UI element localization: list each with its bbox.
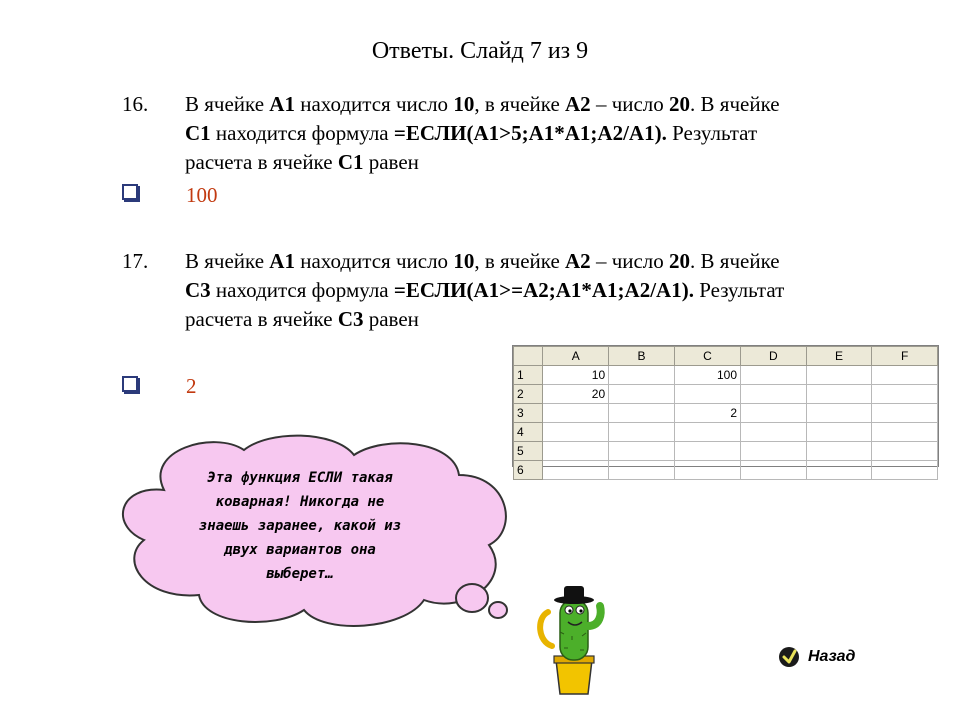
sheet-cell — [741, 366, 807, 385]
sheet-cell: 20 — [543, 385, 609, 404]
checkbox-bullet-icon — [122, 376, 138, 392]
checkbox-bullet-icon — [122, 184, 138, 200]
sheet-cell — [872, 366, 938, 385]
sheet-cell — [806, 366, 872, 385]
column-header: E — [806, 347, 872, 366]
column-header: F — [872, 347, 938, 366]
row-header: 6 — [514, 461, 543, 480]
sheet-cell — [806, 404, 872, 423]
sheet-cell — [674, 423, 740, 442]
sheet-cell — [872, 461, 938, 480]
sheet-cell — [609, 385, 675, 404]
answer-text: 100 — [186, 183, 218, 207]
back-arrow-icon — [778, 646, 800, 668]
sheet-cell — [609, 366, 675, 385]
sheet-row — [514, 461, 938, 480]
question-number: 17. — [122, 249, 149, 273]
cactus-character-icon — [528, 578, 618, 696]
sheet-cell — [806, 385, 872, 404]
question-line: В ячейке A1 находится число 10, в ячейке A2 – число 20. В ячейке — [185, 249, 780, 273]
sheet-cell — [543, 461, 609, 480]
sheet-cell — [872, 442, 938, 461]
sheet-cell: 10 — [543, 366, 609, 385]
sheet-cell — [674, 385, 740, 404]
back-button[interactable] — [778, 646, 855, 668]
sheet-cell — [674, 461, 740, 480]
cloud-text: Эта функция ЕСЛИ такая коварная! Никогда не знаешь заранее, какой из двух вариантов она выберет… — [198, 470, 402, 582]
back-label: Назад — [808, 648, 856, 665]
sheet-cell — [609, 442, 675, 461]
question-line: расчета в ячейке С1 равен — [185, 150, 419, 174]
sheet-cell — [806, 423, 872, 442]
column-header-row — [514, 347, 938, 366]
sheet-cell — [609, 404, 675, 423]
sheet-cell — [872, 404, 938, 423]
row-header: 3 — [514, 404, 543, 423]
sheet-row — [514, 385, 938, 404]
sheet-row — [514, 366, 938, 385]
sheet-cell — [741, 404, 807, 423]
sheet-row — [514, 404, 938, 423]
row-header: 2 — [514, 385, 543, 404]
sheet-cell — [543, 423, 609, 442]
sheet-cell — [872, 385, 938, 404]
answer-text: 2 — [186, 374, 197, 398]
question-line: С3 находится формула =ЕСЛИ(А1>=A2;А1*А1;А2/А1). Результат — [185, 278, 785, 302]
sheet-cell: 2 — [674, 404, 740, 423]
sheet-cell — [543, 404, 609, 423]
column-header: B — [609, 347, 675, 366]
column-header: A — [543, 347, 609, 366]
question-line: С1 находится формула =ЕСЛИ(А1>5;А1*А1;А2/А1). Результат — [185, 121, 758, 145]
question-number: 16. — [122, 92, 149, 116]
column-header: D — [741, 347, 807, 366]
sheet-cell — [872, 423, 938, 442]
corner-cell — [514, 347, 543, 366]
row-header: 5 — [514, 442, 543, 461]
sheet-cell — [609, 423, 675, 442]
column-header: C — [674, 347, 740, 366]
sheet-cell — [741, 442, 807, 461]
row-header: 1 — [514, 366, 543, 385]
question-text — [185, 247, 905, 334]
question-line: В ячейке A1 находится число 10, в ячейке A2 – число 20. В ячейке — [185, 92, 780, 116]
spreadsheet-fragment — [512, 345, 939, 477]
question-line: расчета в ячейке С3 равен — [185, 307, 419, 331]
sheet-row — [514, 423, 938, 442]
slide-title: Ответы. Слайд 7 из 9 — [371, 38, 589, 64]
sheet-cell — [741, 461, 807, 480]
sheet-cell — [741, 423, 807, 442]
sheet-cell — [806, 461, 872, 480]
sheet-cell — [741, 385, 807, 404]
sheet-cell — [543, 442, 609, 461]
sheet-row — [514, 442, 938, 461]
row-header: 4 — [514, 423, 543, 442]
sheet-cell — [674, 442, 740, 461]
question-text — [185, 90, 905, 177]
sheet-cell — [609, 461, 675, 480]
sheet-cell: 100 — [674, 366, 740, 385]
sheet-cell — [806, 442, 872, 461]
